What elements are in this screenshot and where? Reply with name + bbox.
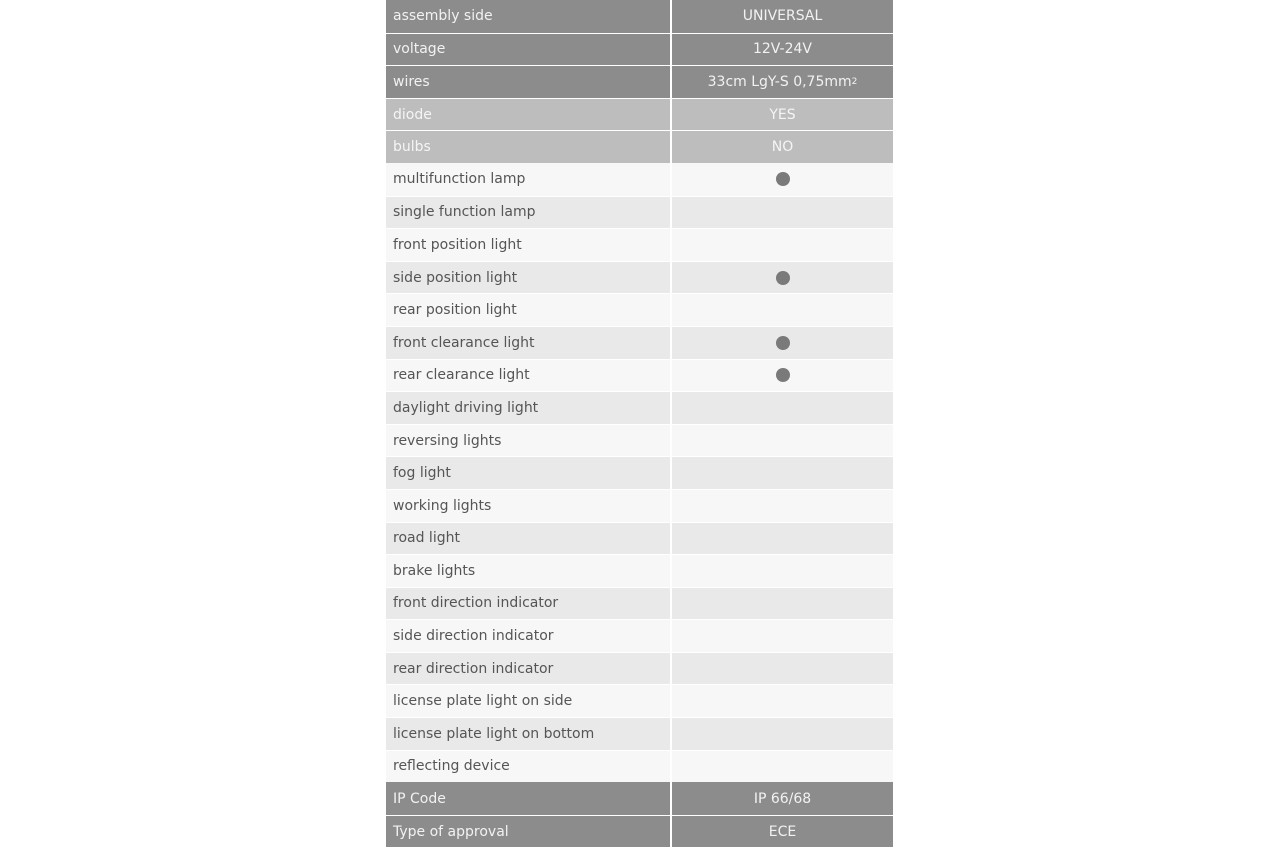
feature-label: front position light [386, 229, 670, 261]
feature-label: front clearance light [386, 327, 670, 359]
spec-label: wires [386, 66, 670, 98]
feature-value [670, 490, 893, 522]
feature-value [670, 392, 893, 424]
feature-value [670, 262, 893, 294]
spec-value: NO [670, 131, 893, 163]
spec-value: ECE [670, 816, 893, 848]
feature-label: road light [386, 523, 670, 555]
spec-value: 33cm LgY-S 0,75mm [707, 73, 852, 90]
spec-row-diode [386, 98, 893, 131]
feature-row [386, 522, 893, 555]
feature-value [670, 360, 893, 392]
spec-row-voltage [386, 33, 893, 66]
feature-value [670, 751, 893, 783]
spec-table [386, 0, 893, 847]
feature-label: working lights [386, 490, 670, 522]
spec-row-ip-code [386, 782, 893, 815]
feature-label: rear clearance light [386, 360, 670, 392]
feature-value [670, 229, 893, 261]
feature-list [386, 163, 893, 782]
feature-row [386, 717, 893, 750]
feature-row [386, 652, 893, 685]
feature-row [386, 554, 893, 587]
feature-row [386, 424, 893, 457]
feature-value [670, 620, 893, 652]
feature-value [670, 425, 893, 457]
spec-label: Type of approval [386, 816, 670, 848]
feature-label: front direction indicator [386, 588, 670, 620]
feature-value [670, 327, 893, 359]
feature-row [386, 684, 893, 717]
spec-label: diode [386, 99, 670, 131]
feature-label: license plate light on bottom [386, 718, 670, 750]
feature-row [386, 163, 893, 196]
feature-value [670, 163, 893, 196]
spec-row-assembly-side [386, 0, 893, 33]
spec-row-type-of-approval [386, 815, 893, 848]
feature-row [386, 456, 893, 489]
feature-label: rear position light [386, 294, 670, 326]
feature-value [670, 588, 893, 620]
feature-label: reversing lights [386, 425, 670, 457]
check-dot-icon [776, 336, 790, 350]
feature-value [670, 718, 893, 750]
feature-label: rear direction indicator [386, 653, 670, 685]
feature-label: license plate light on side [386, 685, 670, 717]
feature-row [386, 261, 893, 294]
feature-row [386, 228, 893, 261]
spec-value-wires: 33cm LgY-S 0,75mm 2 [670, 66, 893, 98]
feature-value [670, 457, 893, 489]
feature-label: side position light [386, 262, 670, 294]
check-dot-icon [776, 368, 790, 382]
feature-row [386, 587, 893, 620]
feature-label: fog light [386, 457, 670, 489]
feature-label: reflecting device [386, 751, 670, 783]
feature-row [386, 196, 893, 229]
feature-row [386, 326, 893, 359]
feature-row [386, 489, 893, 522]
feature-label: side direction indicator [386, 620, 670, 652]
feature-label: daylight driving light [386, 392, 670, 424]
feature-row [386, 391, 893, 424]
feature-value [670, 555, 893, 587]
feature-value [670, 653, 893, 685]
spec-row-bulbs [386, 130, 893, 163]
spec-label: bulbs [386, 131, 670, 163]
feature-row [386, 619, 893, 652]
feature-value [670, 197, 893, 229]
feature-row [386, 293, 893, 326]
feature-value [670, 294, 893, 326]
check-dot-icon [776, 172, 790, 186]
feature-label: brake lights [386, 555, 670, 587]
spec-value: 12V-24V [670, 34, 893, 66]
spec-label: voltage [386, 34, 670, 66]
spec-label: assembly side [386, 0, 670, 33]
spec-value: IP 66/68 [670, 782, 893, 815]
feature-label: multifunction lamp [386, 163, 670, 196]
spec-value: YES [670, 99, 893, 131]
spec-label: IP Code [386, 782, 670, 815]
spec-row-wires [386, 65, 893, 98]
feature-row [386, 359, 893, 392]
feature-label: single function lamp [386, 197, 670, 229]
feature-value [670, 523, 893, 555]
spec-value: UNIVERSAL [670, 0, 893, 33]
feature-row [386, 750, 893, 783]
check-dot-icon [776, 271, 790, 285]
feature-value [670, 685, 893, 717]
